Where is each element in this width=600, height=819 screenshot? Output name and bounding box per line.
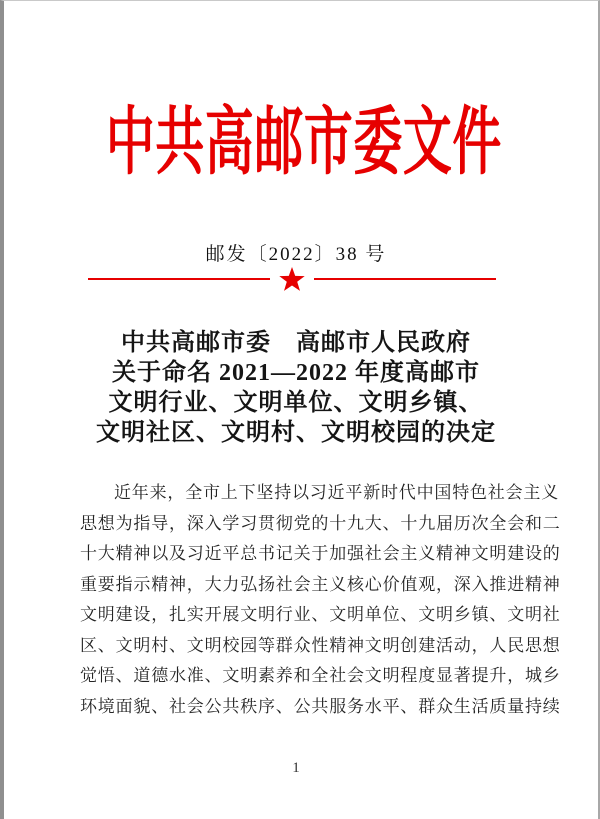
- red-header-banner: 中共高邮市委文件: [105, 102, 502, 184]
- body-line: 十大精神以及习近平总书记关于加强社会主义精神文明建设的: [80, 544, 561, 563]
- body-line: 近年来，全市上下坚持以习近平新时代中国特色社会主义: [114, 483, 559, 502]
- document-title: [8, 328, 584, 448]
- title-line: 文明社区、文明村、文明校园的决定: [96, 420, 496, 446]
- body-line: 区、文明村、文明校园等群众性精神文明创建活动，人民思想: [80, 635, 561, 655]
- body-line: 思想为指导，深入学习贯彻党的十九大、十九届历次全会和二: [80, 513, 561, 533]
- document-content: [8, 1, 584, 819]
- title-line: 文明行业、文明单位、文明乡镇、: [108, 390, 484, 416]
- body-line: 觉悟、道德水准、文明素养和全社会文明程度显著提升，城乡: [80, 666, 561, 685]
- body-line: 环境面貌、社会公共秩序、公共服务水平、群众生活质量持续: [80, 696, 561, 716]
- title-line: 关于命名 2021—2022 年度高邮市: [112, 360, 480, 386]
- red-divider: [88, 265, 496, 293]
- document-number: 邮发〔2022〕38 号: [205, 244, 387, 265]
- star-icon: [270, 267, 314, 292]
- document-body: [80, 478, 561, 722]
- title-line: 中共高邮市委 高邮市人民政府: [121, 330, 471, 356]
- divider-line-right: [314, 278, 496, 280]
- page-number: 1: [292, 760, 300, 776]
- body-line: 文明建设，扎实开展文明行业、文明单位、文明乡镇、文明社: [80, 605, 561, 624]
- divider-line-left: [88, 278, 270, 280]
- body-line: 重要指示精神，大力弘扬社会主义核心价值观，深入推进精神: [80, 574, 561, 594]
